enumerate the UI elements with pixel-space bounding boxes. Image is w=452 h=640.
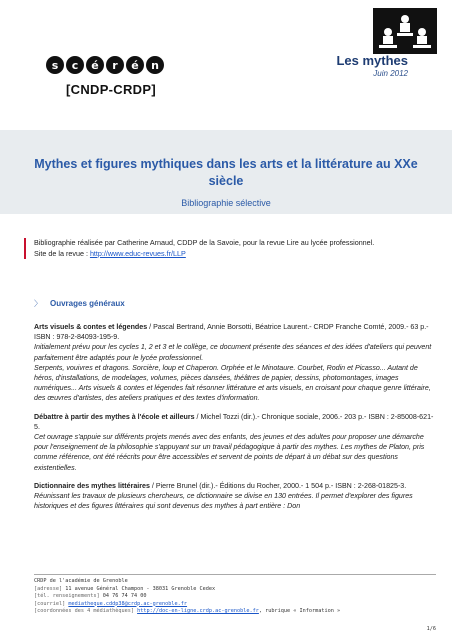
entry-desc: Serpents, vouivres et dragons. Sorcière, loup et Chaperon. Orphée et le Minotaure. Courbet, Rodin et Picasso... Autant de héros, d'installations, de modelages, volumes, pièces dansées, théâtres de papier, dessins, photomontages, images numériques... Arts visuels & contes et légendes fait résonner littérature et arts visuels, en croisant pour chaque genre littéraire, des œuvres d'artistes, des ateliers pratiques et des textes d'information.	[34, 363, 431, 403]
logo-letter: s	[46, 56, 64, 74]
page-title: Mythes et figures mythiques dans les arts et la littérature au XXe siècle	[34, 157, 418, 188]
footer-label: [courriel]	[34, 600, 66, 607]
entry-title: Dictionnaire des mythes littéraires	[34, 481, 150, 490]
footer-org: CRDP de l'académie de Grenoble	[34, 578, 128, 584]
section-title: Ouvrages généraux	[50, 299, 125, 308]
footer-coords	[34, 608, 436, 616]
coords-link[interactable]: http://doc-en-ligne.crdp.ac-grenoble.fr	[137, 608, 259, 614]
footer-value: 04 76 74 74 00	[99, 593, 147, 599]
site-label: Site de la revue :	[34, 248, 90, 258]
entry-title: Débattre à partir des mythes à l'école et ailleurs	[34, 412, 195, 421]
chevron-right-icon: 〉	[34, 299, 42, 308]
logo-letter: c	[66, 56, 84, 74]
document-title: Les mythes	[336, 53, 408, 68]
list-item	[34, 412, 436, 473]
site-link[interactable]: http://www.educ-revues.fr/LLP	[89, 248, 186, 258]
email-link[interactable]: mediatheque.cddp38@crdp.ac-grenoble.fr	[68, 600, 188, 607]
logo-subtitle: [CNDP-CRDP]	[66, 82, 156, 97]
section-heading	[34, 298, 125, 309]
entry-desc: Cet ouvrage s'appuie sur différents projets menés avec des enfants, des jeunes et des adultes pour proposer une démarche pour l'enseignement de la philosophie s'appuyant sur un travail pédagogique à partir des mythes. Les mythes de Platon, pris comme référence, ont été réécrits pour être accessibles et servent de points de départ à un débat sur des questions existentielles.	[34, 433, 425, 472]
footer-value: 11 avenue Général Champon - 38031 Grenoble Cedex	[62, 585, 216, 592]
page-footer	[34, 574, 436, 616]
document-date: Juin 2012	[373, 69, 408, 78]
intro-text: Bibliographie réalisée par Catherine Arnaud, CDDP de la Savoie, pour la revue Lire au lycée professionnel.	[34, 238, 375, 247]
intro-block	[24, 238, 444, 259]
entry-ref: / Pierre Brunel (dir.).- Éditions du Rocher, 2000.- 1 504 p.- ISBN : 2-268-01825-3.	[149, 481, 407, 490]
logo-letter: é	[86, 56, 104, 74]
entry-ref: / Pascal Bertrand, Annie Borsotti, Béatrice Laurent.- CRDP Franche Comté, 2009.- 63 p.- ISBN : 978-2-84093-195-9.	[34, 323, 429, 342]
footer-address	[34, 586, 436, 594]
logo-letter: é	[126, 56, 144, 74]
footer-label: [tél. renseignements]	[34, 593, 100, 599]
page-subtitle: Bibliographie sélective	[181, 198, 271, 208]
intro-site-line	[34, 249, 444, 260]
footer-email	[34, 601, 436, 609]
footer-value: , rubrique « Information »	[258, 608, 341, 614]
logo-letter: r	[106, 56, 124, 74]
entry-title: Arts visuels & contes et légendes	[34, 323, 148, 331]
entry-desc: Initialement prévu pour les cycles 1, 2 et 3 et le collège, ce document présente des séances et des idées d'ateliers qui peuvent parfaitement être adaptés pour le lycée professionnel.	[34, 343, 432, 362]
page-number: 1/6	[426, 626, 436, 632]
list-item	[34, 481, 436, 512]
footer-label: [coordonnées des 4 médiathèques]	[34, 608, 134, 614]
footer-phone	[34, 593, 436, 601]
list-item	[34, 322, 436, 404]
footer-label: [adresse]	[34, 585, 63, 592]
entry-desc: Réunissant les travaux de plusieurs chercheurs, ce dictionnaire se divise en 130 entrées. Il permet d'explorer des figures historiques et des figures littéraires qui sont devenus des mythes à part entière : Don	[34, 492, 413, 511]
logo-letter: n	[146, 56, 164, 74]
scéren-logo	[46, 56, 171, 118]
bibliography-list	[34, 322, 436, 519]
logo-letters	[46, 56, 171, 74]
classroom-icon	[373, 8, 437, 54]
entry-ref: / Michel Tozzi (dir.).- Chronique sociale, 2006.- 203 p.- ISBN : 2-85008-621-5.	[34, 412, 434, 431]
